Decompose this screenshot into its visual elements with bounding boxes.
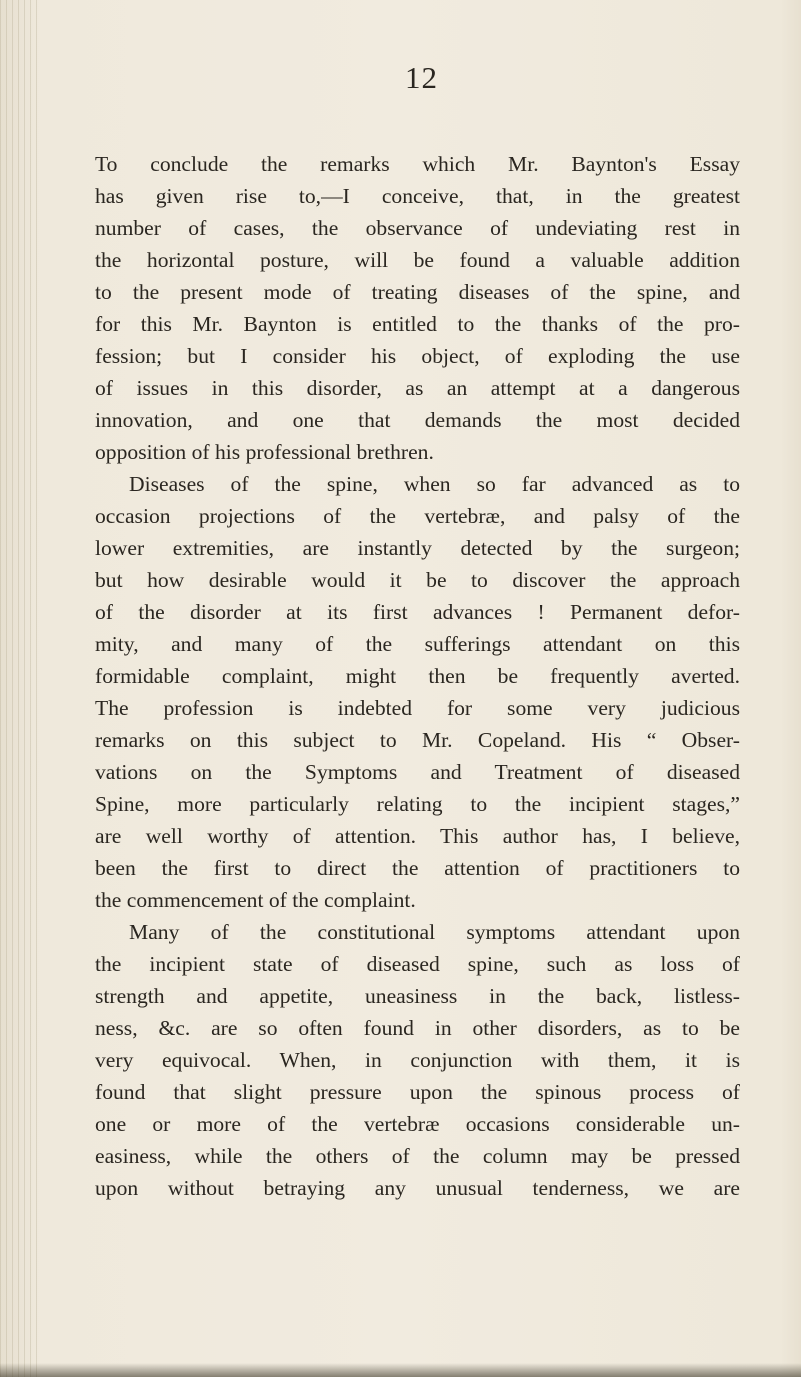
text-line: are well worthy of attention. This author has, I believe, bbox=[95, 824, 740, 848]
body-text bbox=[95, 148, 740, 1204]
text-line: the horizontal posture, will be found a valuable addition bbox=[95, 248, 740, 272]
page-gutter bbox=[0, 0, 42, 1377]
text-line: but how desirable would it be to discover the approach bbox=[95, 568, 740, 592]
text-line: To conclude the remarks which Mr. Baynton's Essay bbox=[95, 152, 740, 176]
text-line: fession; but I consider his object, of exploding the use bbox=[95, 344, 740, 368]
text-line: opposition of his professional brethren. bbox=[95, 440, 434, 464]
text-line: upon without betraying any unusual tenderness, we are bbox=[95, 1176, 740, 1200]
text-line: of the disorder at its first advances ! Permanent defor- bbox=[95, 600, 740, 624]
text-line: mity, and many of the sufferings attendant on this bbox=[95, 632, 740, 656]
text-line: the commencement of the complaint. bbox=[95, 888, 416, 912]
text-line: of issues in this disorder, as an attempt at a dangerous bbox=[95, 376, 740, 400]
text-line: Spine, more particularly relating to the incipient stages,” bbox=[95, 792, 740, 816]
text-line: Many of the constitutional symptoms attendant upon bbox=[129, 920, 740, 944]
text-line: very equivocal. When, in conjunction with them, it is bbox=[95, 1048, 740, 1072]
text-line: occasion projections of the vertebræ, and palsy of the bbox=[95, 504, 740, 528]
text-line: Diseases of the spine, when so far advanced as to bbox=[129, 472, 740, 496]
text-line: number of cases, the observance of undeviating rest in bbox=[95, 216, 740, 240]
text-line: the incipient state of diseased spine, such as loss of bbox=[95, 952, 740, 976]
text-line: found that slight pressure upon the spinous process of bbox=[95, 1080, 740, 1104]
page-bottom-edge bbox=[0, 1363, 801, 1377]
text-line: easiness, while the others of the column may be pressed bbox=[95, 1144, 740, 1168]
paragraph-2 bbox=[95, 468, 740, 916]
text-line: The profession is indebted for some very judicious bbox=[95, 696, 740, 720]
text-line: formidable complaint, might then be frequently averted. bbox=[95, 664, 740, 688]
text-line: strength and appetite, uneasiness in the back, listless- bbox=[95, 984, 740, 1008]
text-line: innovation, and one that demands the most decided bbox=[95, 408, 740, 432]
text-line: ness, &c. are so often found in other disorders, as to be bbox=[95, 1016, 740, 1040]
paragraph-3 bbox=[95, 916, 740, 1204]
text-line: for this Mr. Baynton is entitled to the thanks of the pro- bbox=[95, 312, 740, 336]
text-line: vations on the Symptoms and Treatment of diseased bbox=[95, 760, 740, 784]
text-line: been the first to direct the attention of practitioners to bbox=[95, 856, 740, 880]
paragraph-1 bbox=[95, 148, 740, 468]
text-line: has given rise to,—I conceive, that, in the greatest bbox=[95, 184, 740, 208]
text-line: to the present mode of treating diseases of the spine, and bbox=[95, 280, 740, 304]
page-number: 12 bbox=[405, 60, 438, 95]
text-line: remarks on this subject to Mr. Copeland. His “ Obser- bbox=[95, 728, 740, 752]
text-line: lower extremities, are instantly detected by the surgeon; bbox=[95, 536, 740, 560]
text-line: one or more of the vertebræ occasions considerable un- bbox=[95, 1112, 740, 1136]
